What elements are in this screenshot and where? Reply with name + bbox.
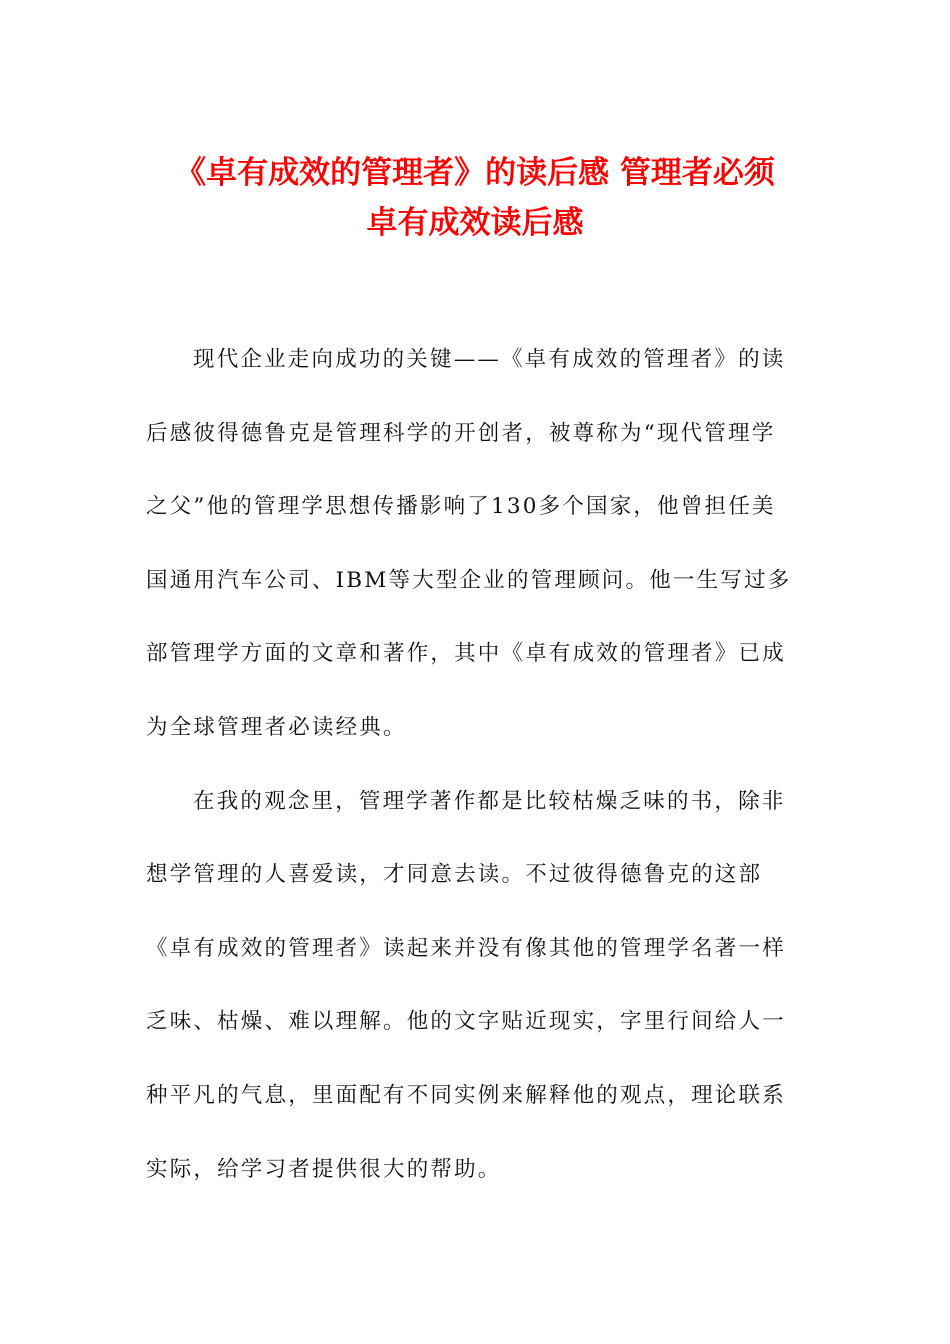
paragraph-line: 在我的观念里，管理学著作都是比较枯燥乏味的书，除非 (193, 788, 786, 814)
document-body (146, 323, 806, 1206)
paragraph-1 (146, 323, 806, 765)
paragraph-line: 《卓有成效的管理者》读起来并没有像其他的管理学名著一样 (146, 935, 786, 961)
paragraph-line: 国通用汽车公司、IBM等大型企业的管理顾问。他一生写过多 (146, 567, 792, 593)
paragraph-line: 乏味、枯燥、难以理解。他的文字贴近现实，字里行间给人一 (146, 1009, 786, 1035)
title-line-2: 卓有成效读后感 (366, 205, 584, 241)
paragraph-2 (146, 765, 806, 1207)
paragraph-line: 之父”他的管理学思想传播影响了130多个国家，他曾担任美 (146, 494, 776, 520)
paragraph-line: 实际，给学习者提供很大的帮助。 (146, 1156, 502, 1182)
paragraph-line: 想学管理的人喜爱读，才同意去读。不过彼得德鲁克的这部 (146, 862, 763, 888)
paragraph-line: 部管理学方面的文章和著作，其中《卓有成效的管理者》已成 (146, 641, 786, 667)
paragraph-line: 现代企业走向成功的关键——《卓有成效的管理者》的读 (193, 347, 786, 372)
title-line-1: 《卓有成效的管理者》的读后感 管理者必须 (175, 155, 775, 191)
paragraph-line: 后感彼得德鲁克是管理科学的开创者，被尊称为“现代管理学 (146, 420, 776, 446)
paragraph-line: 种平凡的气息，里面配有不同实例来解释他的观点，理论联系 (146, 1082, 786, 1108)
document-title (100, 148, 850, 248)
paragraph-line: 为全球管理者必读经典。 (146, 714, 407, 740)
